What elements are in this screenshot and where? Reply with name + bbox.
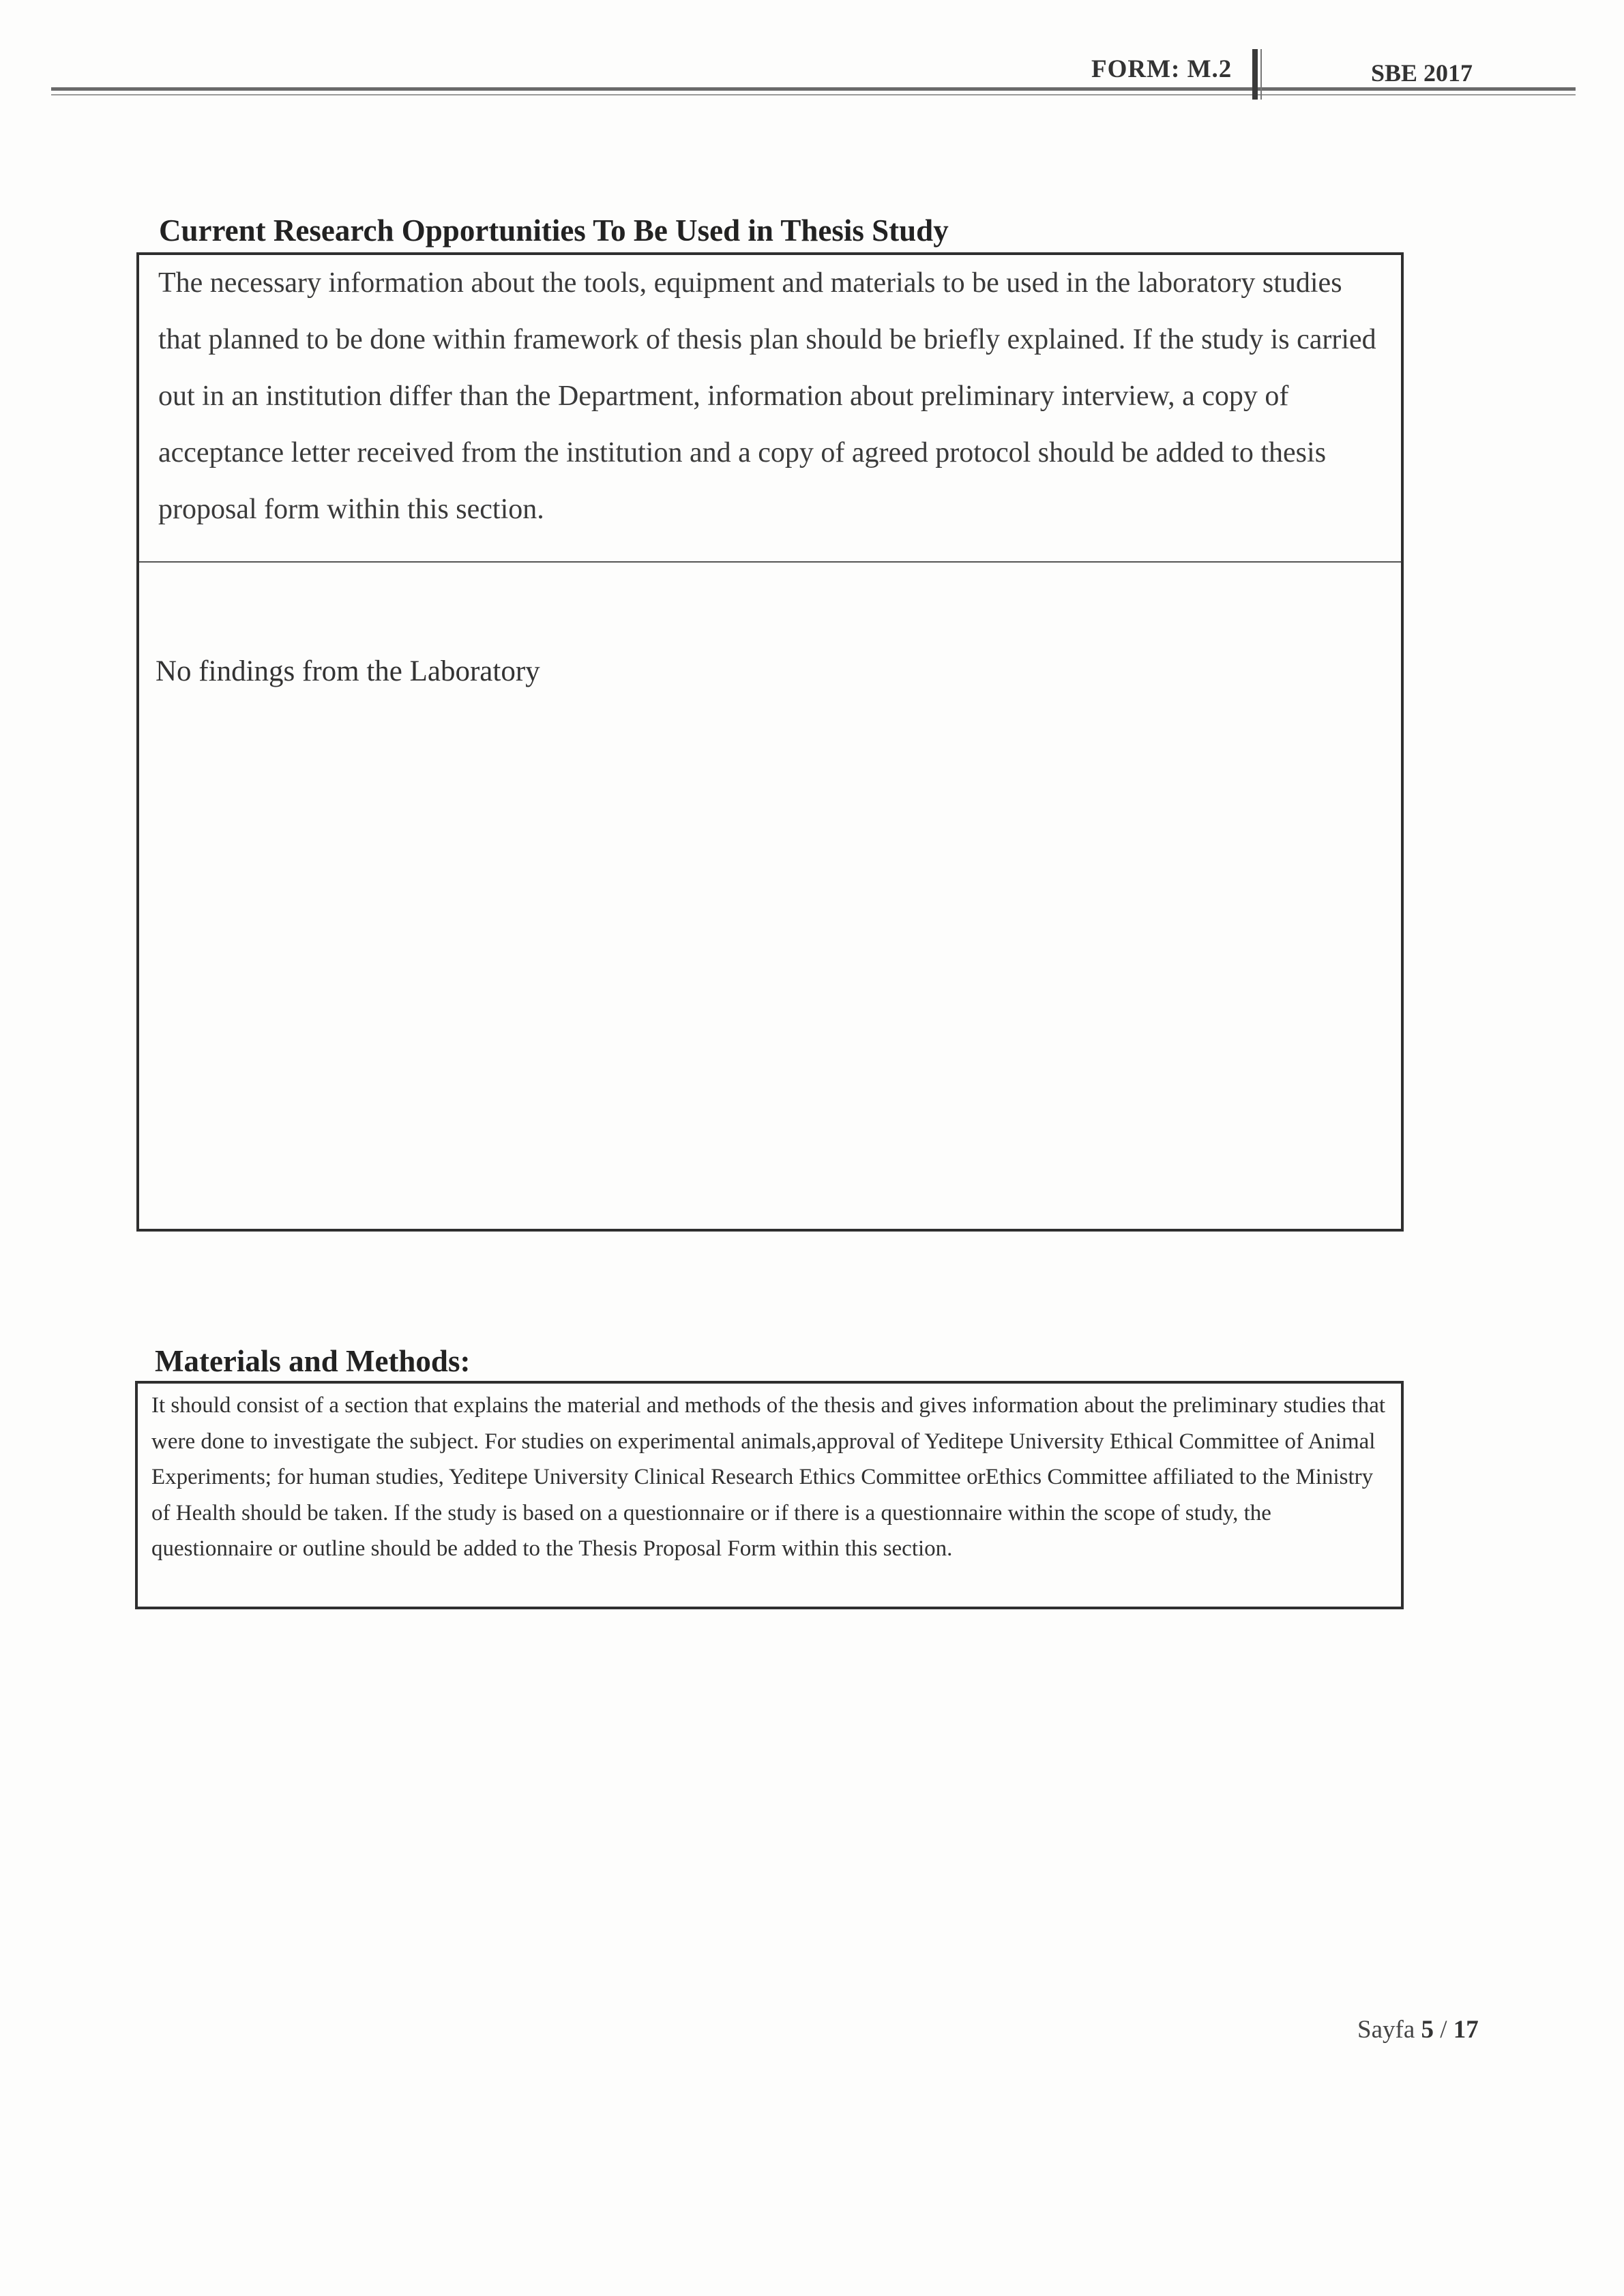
page-current: 5 [1421, 2016, 1434, 2044]
header-rule [51, 87, 1576, 91]
page-number [1357, 2015, 1479, 2044]
research-content-text: No findings from the Laboratory [156, 655, 540, 687]
research-instructions-text: The necessary information about the tools, equipment and materials to be used in the laboratory studies that planned to be done within framework of thesis plan should be briefly explained. If the study is carried out in an institution differ than the Department, information about preliminary interview, a copy of acceptance letter received from the institution and a copy of agreed protocol should be added to thesis proposal form within this section. [158, 267, 1376, 525]
research-instructions-box [136, 252, 1404, 563]
header-divider [1252, 49, 1258, 100]
page-prefix: Sayfa [1357, 2016, 1415, 2044]
year-label: SBE 2017 [1371, 59, 1473, 87]
form-code: FORM: M.2 [1091, 55, 1232, 83]
research-section-title: Current Research Opportunities To Be Used in Thesis Study [159, 213, 949, 248]
methods-instructions-box [135, 1381, 1404, 1609]
page-separator: / [1440, 2016, 1447, 2044]
methods-section-title: Materials and Methods: [155, 1344, 471, 1378]
page-total: 17 [1453, 2016, 1479, 2044]
header-rule-thin [51, 94, 1576, 95]
header-divider-thin [1260, 49, 1262, 100]
methods-instructions-text: It should consist of a section that explains the material and methods of the thesis and gives information about the preliminary studies that were done to investigate the subject. For studies on experimental animals,approval of Yeditepe University Ethical Committee of Animal Experiments; for human studies, Yeditepe University Clinical Research Ethics Committee orEthics Committee affiliated to the Ministry of Health should be taken. If the study is based on a questionnaire or if there is a questionnaire within the scope of study, the questionnaire or outline should be added to the Thesis Proposal Form within this section. [151, 1393, 1386, 1561]
